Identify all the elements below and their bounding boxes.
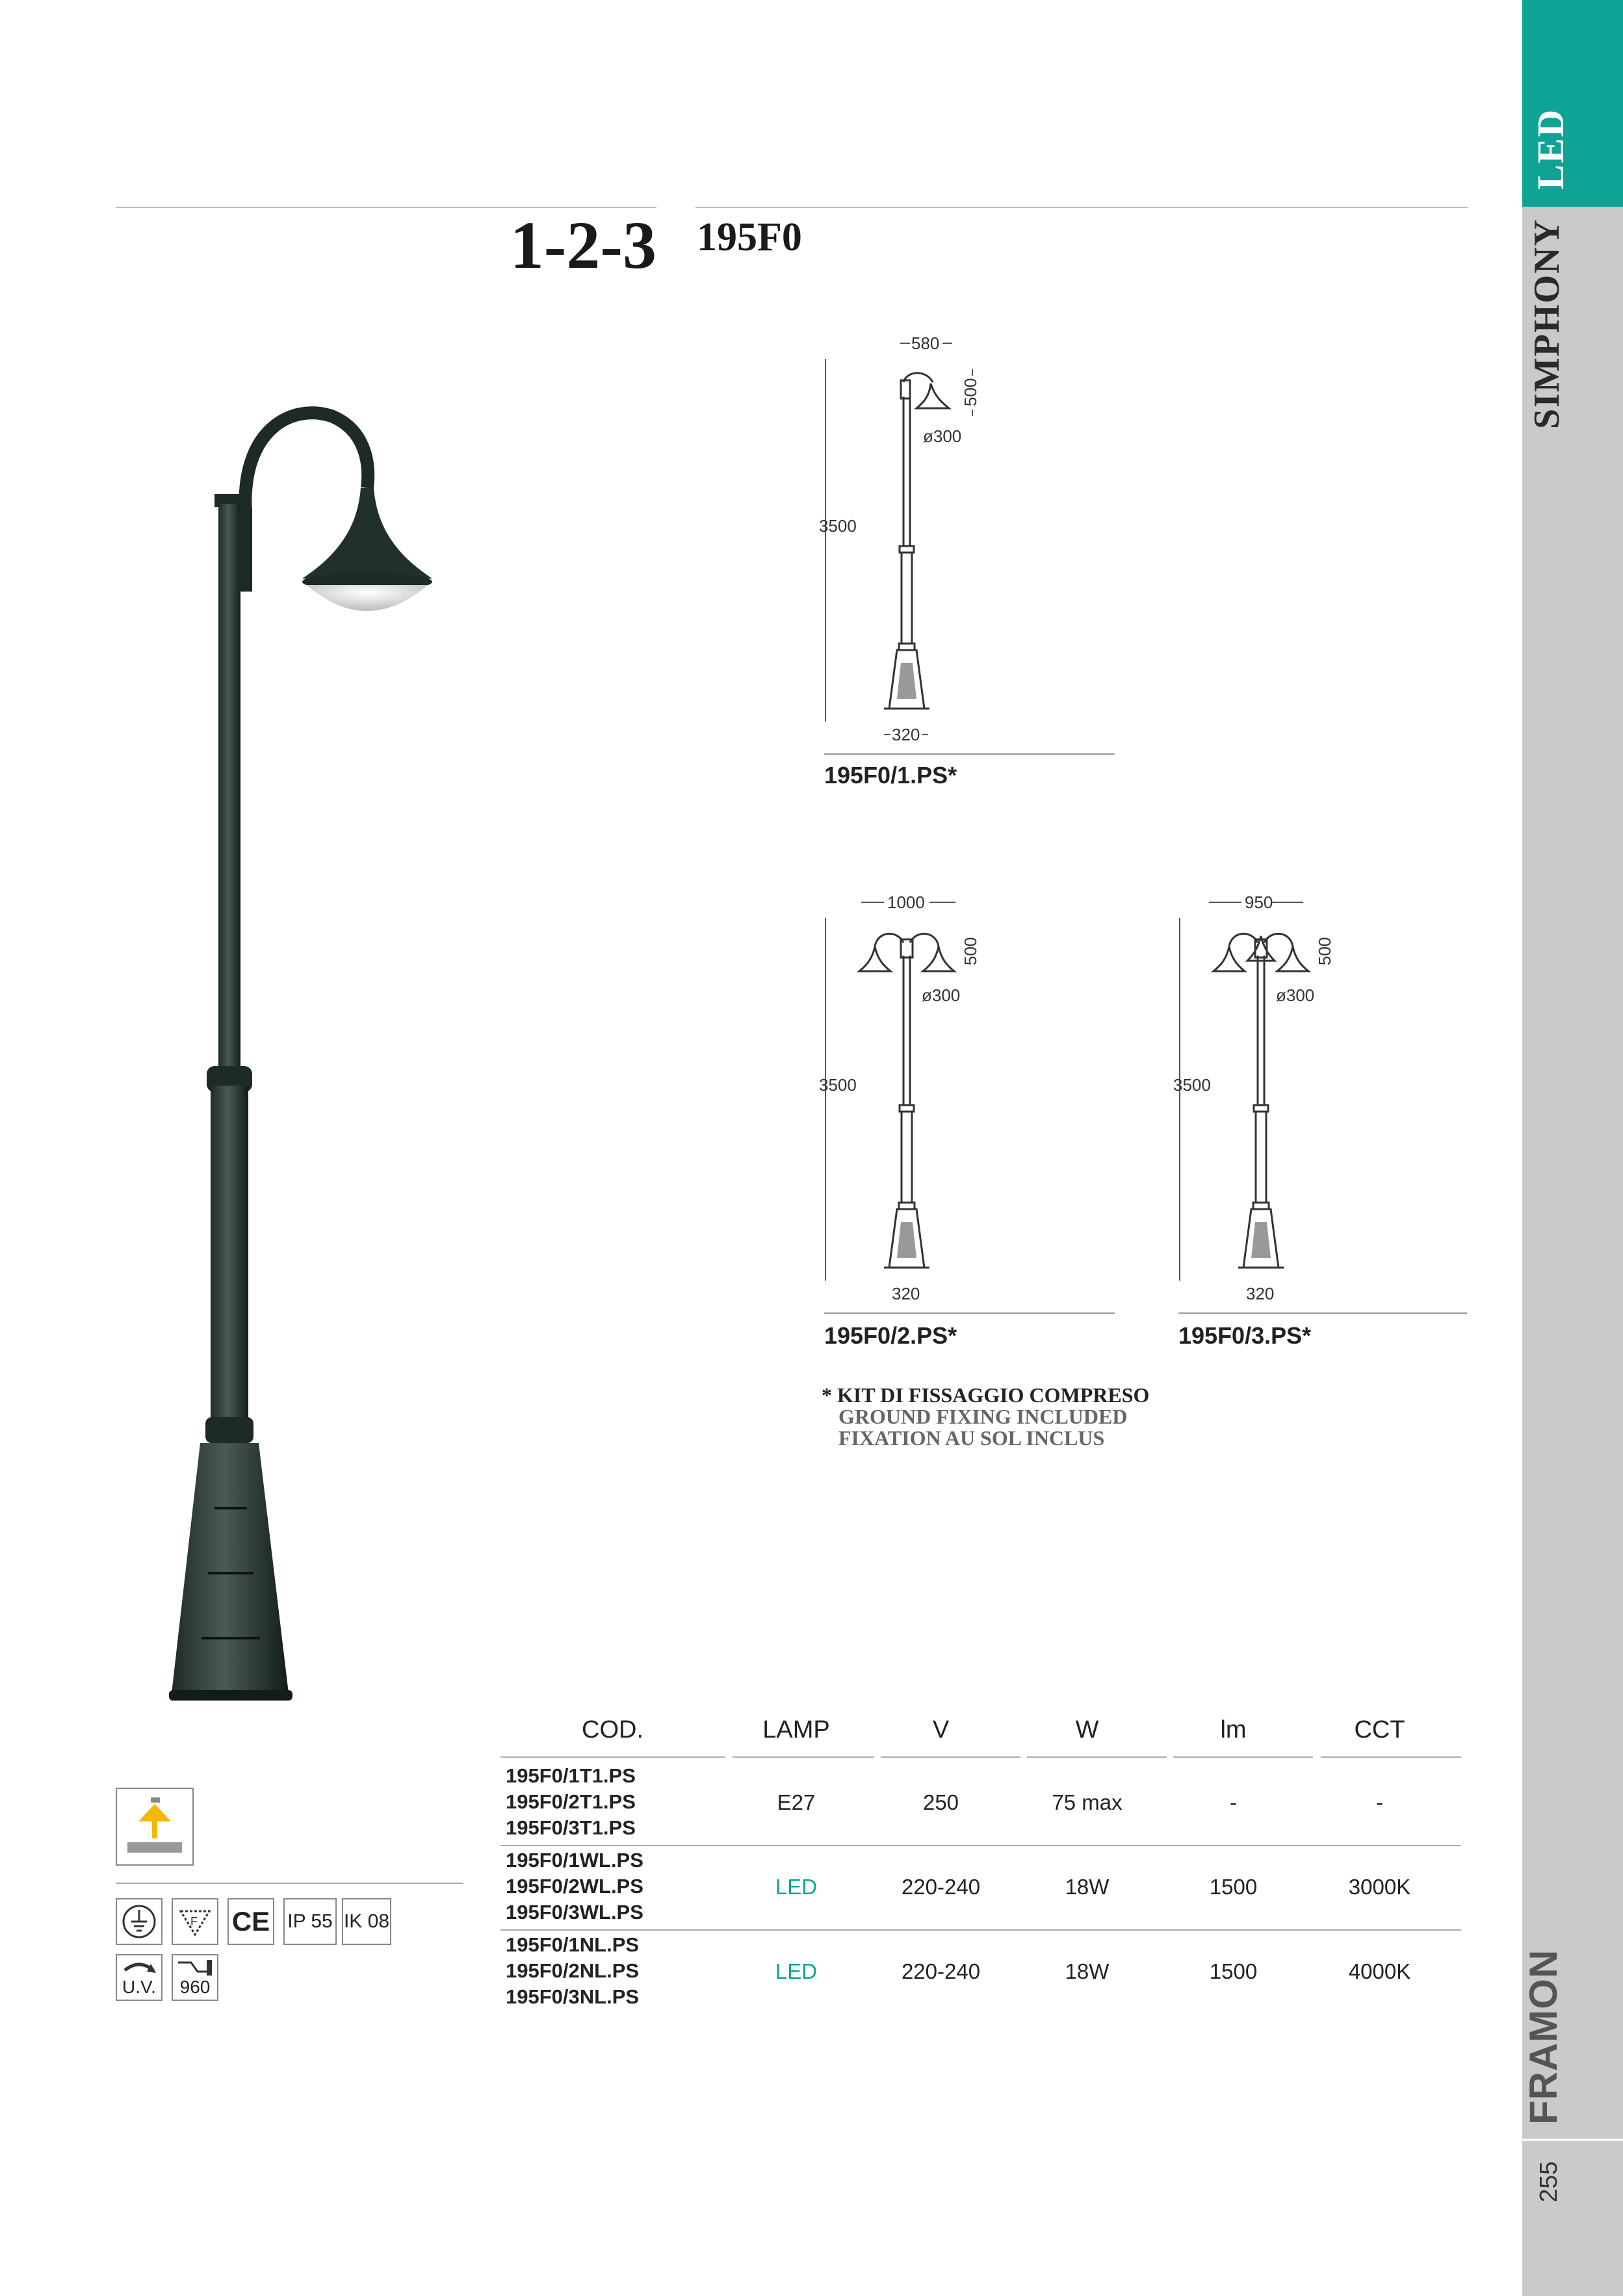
cell-watt: 18W	[1065, 1875, 1110, 1899]
cell-lamp: LED	[775, 1875, 818, 1899]
cell-volt: 220-240	[901, 1875, 981, 1899]
cell-lumen: -	[1230, 1790, 1237, 1814]
row-codes: 195F0/1T1.PS 195F0/2T1.PS 195F0/3T1.PS	[506, 1764, 636, 1839]
dim-head-height: 500	[961, 378, 980, 406]
ce-mark-icon: CE	[227, 1898, 274, 1945]
cell-watt: 75 max	[1052, 1790, 1123, 1814]
dim-base: 320	[1246, 1284, 1275, 1303]
cell-volt: 250	[922, 1790, 959, 1814]
cell-cct: 3000K	[1348, 1875, 1411, 1899]
uv-resistant-icon	[116, 1954, 162, 2001]
dim-diameter: ø300	[922, 985, 961, 1005]
col-header-volt: V	[932, 1716, 950, 1743]
svg-text:F: F	[190, 1915, 198, 1928]
header-rule-right	[695, 207, 1468, 208]
row-codes: 195F0/1WL.PS 195F0/2WL.PS 195F0/3WL.PS	[506, 1849, 643, 1924]
cell-cct: -	[1376, 1790, 1383, 1814]
technical-drawing-3	[1167, 884, 1472, 1320]
cell-lumen: 1500	[1209, 1875, 1258, 1899]
note-english: GROUND FIXING INCLUDED	[838, 1405, 1128, 1428]
glow-wire-icon	[172, 1954, 218, 2001]
drawing-2-caption: 195F0/2.PS*	[824, 1322, 957, 1349]
dim-width: 950	[1245, 893, 1273, 912]
col-header-lumen: lm	[1220, 1716, 1247, 1743]
table-row	[500, 1762, 1462, 1846]
flammable-surface-icon	[172, 1898, 218, 1945]
dim-height: 3500	[1173, 1075, 1211, 1095]
ip-rating-icon: IP 55	[283, 1898, 337, 1945]
technical-drawing-2	[812, 884, 1118, 1320]
col-header-watt: W	[1075, 1716, 1099, 1743]
dim-width: 580	[911, 333, 940, 353]
page-number: 255	[1535, 2161, 1563, 2202]
uv-label: U.V.	[122, 1977, 156, 1997]
category-label: LED	[1529, 108, 1572, 190]
cell-cct: 4000K	[1348, 1959, 1411, 1983]
ground-icon	[116, 1898, 162, 1945]
cell-lumen: 1500	[1209, 1959, 1258, 1983]
dim-height: 3500	[819, 1075, 857, 1095]
cell-lamp: LED	[775, 1959, 818, 1983]
ik-rating-icon: IK 08	[342, 1898, 391, 1945]
row-codes: 195F0/1NL.PS 195F0/2NL.PS 195F0/3NL.PS	[506, 1933, 640, 2008]
glow-wire-value: 960	[179, 1977, 211, 1997]
sidebar-divider	[1522, 2139, 1623, 2141]
product-photo	[130, 364, 448, 1716]
table-row	[500, 1931, 1462, 2015]
fixing-note	[822, 1385, 1149, 1449]
cell-volt: 220-240	[901, 1959, 981, 1983]
dim-base: 320	[892, 725, 920, 744]
mounting-type-icon	[116, 1788, 194, 1866]
note-french: FIXATION AU SOL INCLUS	[838, 1426, 1105, 1450]
dim-width: 1000	[887, 893, 925, 912]
series-title: 1-2-3	[510, 208, 656, 283]
dim-head-height: 500	[1315, 937, 1334, 965]
col-header-cct: CCT	[1354, 1716, 1405, 1743]
brand-logo: FRAMON	[1522, 1949, 1565, 2124]
dim-height: 3500	[819, 516, 857, 536]
cell-watt: 18W	[1065, 1959, 1110, 1983]
note-italian: * KIT DI FISSAGGIO COMPRESO	[822, 1383, 1150, 1407]
dim-head-height: 500	[961, 937, 980, 965]
dim-diameter: ø300	[1276, 985, 1315, 1005]
technical-drawing-1	[812, 325, 1118, 761]
col-header-lamp: LAMP	[762, 1716, 830, 1743]
dim-diameter: ø300	[923, 426, 962, 446]
table-row	[500, 1846, 1462, 1931]
dim-base: 320	[892, 1284, 920, 1303]
icon-divider	[116, 1883, 463, 1884]
product-code-title: 195F0	[697, 215, 802, 259]
col-header-code: COD.	[582, 1716, 643, 1743]
drawing-1-caption: 195F0/1.PS*	[824, 762, 957, 789]
cell-lamp: E27	[777, 1790, 816, 1814]
drawing-3-caption: 195F0/3.PS*	[1178, 1322, 1312, 1349]
collection-label: SIMPHONY	[1527, 218, 1567, 429]
